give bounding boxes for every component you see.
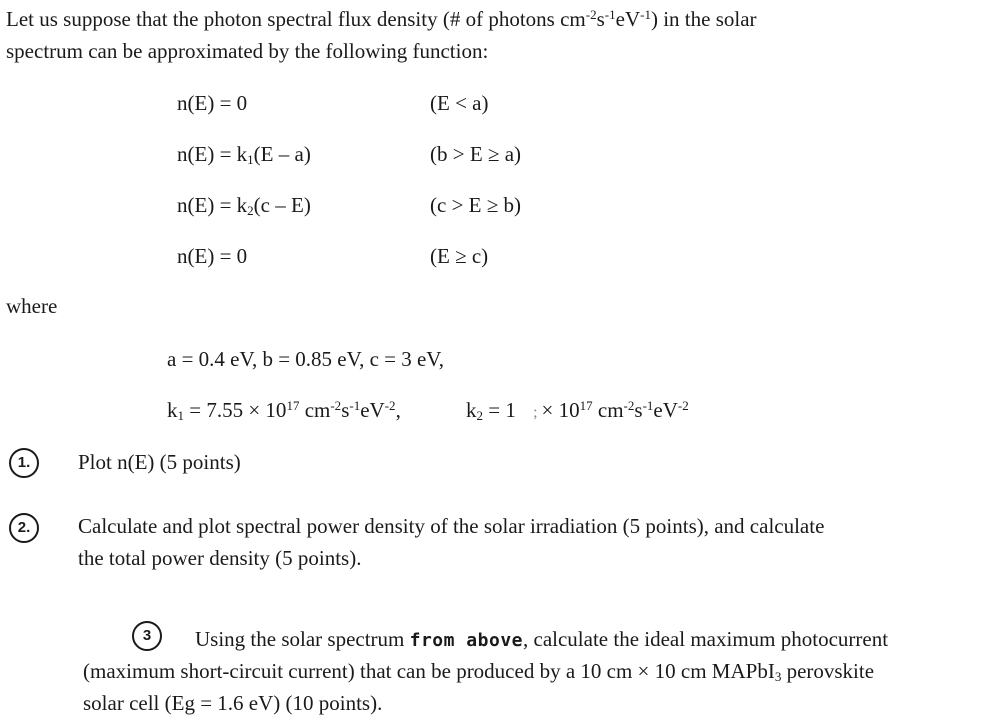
constant-k2: $k_2 = 1$ ; × $10^{17}$ $cm^{-2}s^{-1}eV^{-2}$ — [466, 396, 689, 427]
question-3-number-circle: 3 — [132, 621, 162, 651]
question-1-text: Plot n(E) (5 points) — [78, 450, 241, 474]
intro-line-1: Let us suppose that the photon spectral flux density (# of photons $cm^{-2}s^{-1}eV^{-1}$) in the solar — [6, 7, 757, 31]
equation-2-lhs: $n(E) = k_1(E - a)$ — [177, 142, 311, 167]
question-3-line-1: Using the solar spectrum from above, calculate the ideal maximum photocurrent — [195, 627, 889, 651]
constants-abc: a = 0.4 eV, b = 0.85 eV, c = 3 eV, — [167, 347, 445, 371]
erased-digit-mark: ; — [533, 404, 538, 421]
question-3-line-3: solar cell (Eg = 1.6 eV) (10 points). — [83, 691, 383, 715]
equation-1-lhs: n(E) = 0 — [177, 91, 248, 115]
equation-3-condition: (c > E ≥ b) — [430, 193, 522, 217]
equation-1-condition: (E < a) — [430, 91, 489, 115]
equation-2-condition: (b > E ≥ a) — [430, 142, 522, 166]
question-2-number-circle: 2. — [9, 513, 39, 543]
question-2-line-2: the total power density (5 points). — [78, 546, 362, 570]
question-3-line-2: (maximum short-circuit current) that can be produced by a 10 cm × 10 cm MAPbI$_3$ perovskite — [83, 659, 875, 684]
where-label: where — [6, 294, 58, 318]
intro-line-2: spectrum can be approximated by the following function: — [6, 39, 489, 63]
equation-4-condition: (E ≥ c) — [430, 244, 489, 268]
equation-4-lhs: n(E) = 0 — [177, 244, 248, 268]
handwritten-annotation: from above — [409, 630, 523, 651]
constant-k1: $k_1 = 7.55 \times 10^{17}$ $cm^{-2}s^{-1}eV^{-2}$, — [167, 398, 401, 423]
equation-3-lhs: $n(E) = k_2(c - E)$ — [177, 193, 311, 218]
question-1-number-circle: 1. — [9, 448, 39, 478]
question-2-line-1: Calculate and plot spectral power density of the solar irradiation (5 points), and calculate — [78, 514, 825, 538]
